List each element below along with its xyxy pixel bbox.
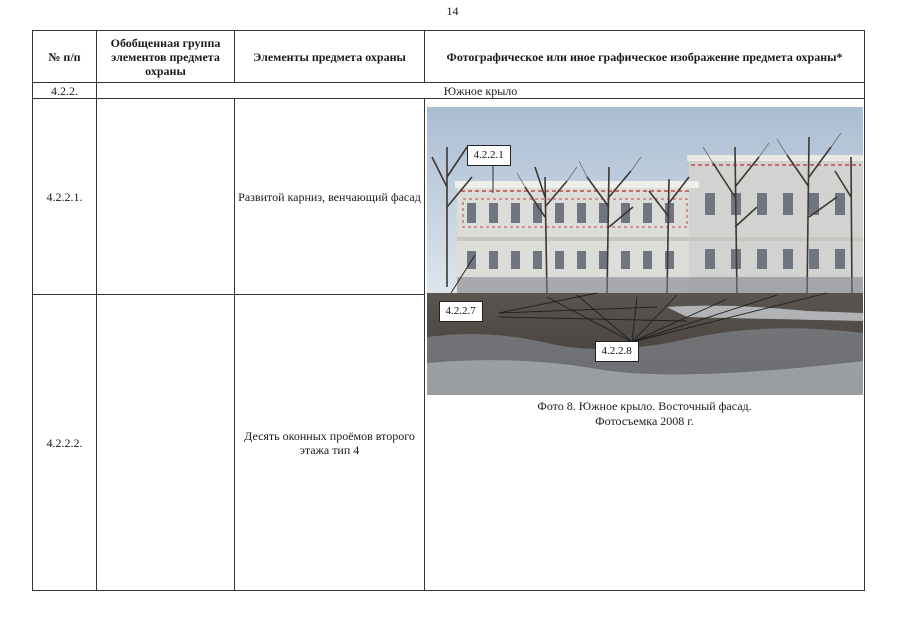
header-number: № п/п [33,31,97,83]
header-group: Обобщенная группа элементов предмета охраны [97,31,235,83]
section-title: Южное крыло [97,83,865,99]
section-row [33,83,865,99]
callout-4-2-2-7: 4.2.2.7 [439,301,483,322]
table-header-row [33,31,865,83]
row-number: 4.2.2.1. [33,99,97,295]
row-element: Развитой карниз, венчающий фасад [235,99,425,295]
row-number: 4.2.2.2. [33,295,97,591]
header-elements: Элементы предмета охраны [235,31,425,83]
building-photo [427,107,863,395]
photo-cell [425,99,865,591]
caption-line-2: Фотосъемка 2008 г. [595,414,694,428]
callout-4-2-2-8: 4.2.2.8 [595,341,639,362]
section-number: 4.2.2. [33,83,97,99]
page-number: 14 [446,4,459,18]
photo-caption [425,399,864,429]
row-element: Десять оконных проёмов второго этажа тип 4 [235,295,425,591]
callout-4-2-2-1: 4.2.2.1 [467,145,511,166]
protection-table [32,30,865,591]
table-row [33,99,865,295]
row-group [97,99,235,295]
header-image: Фотографическое или иное графическое изображение предмета охраны* [425,31,865,83]
row-group [97,295,235,591]
caption-line-1: Фото 8. Южное крыло. Восточный фасад. [537,399,752,413]
